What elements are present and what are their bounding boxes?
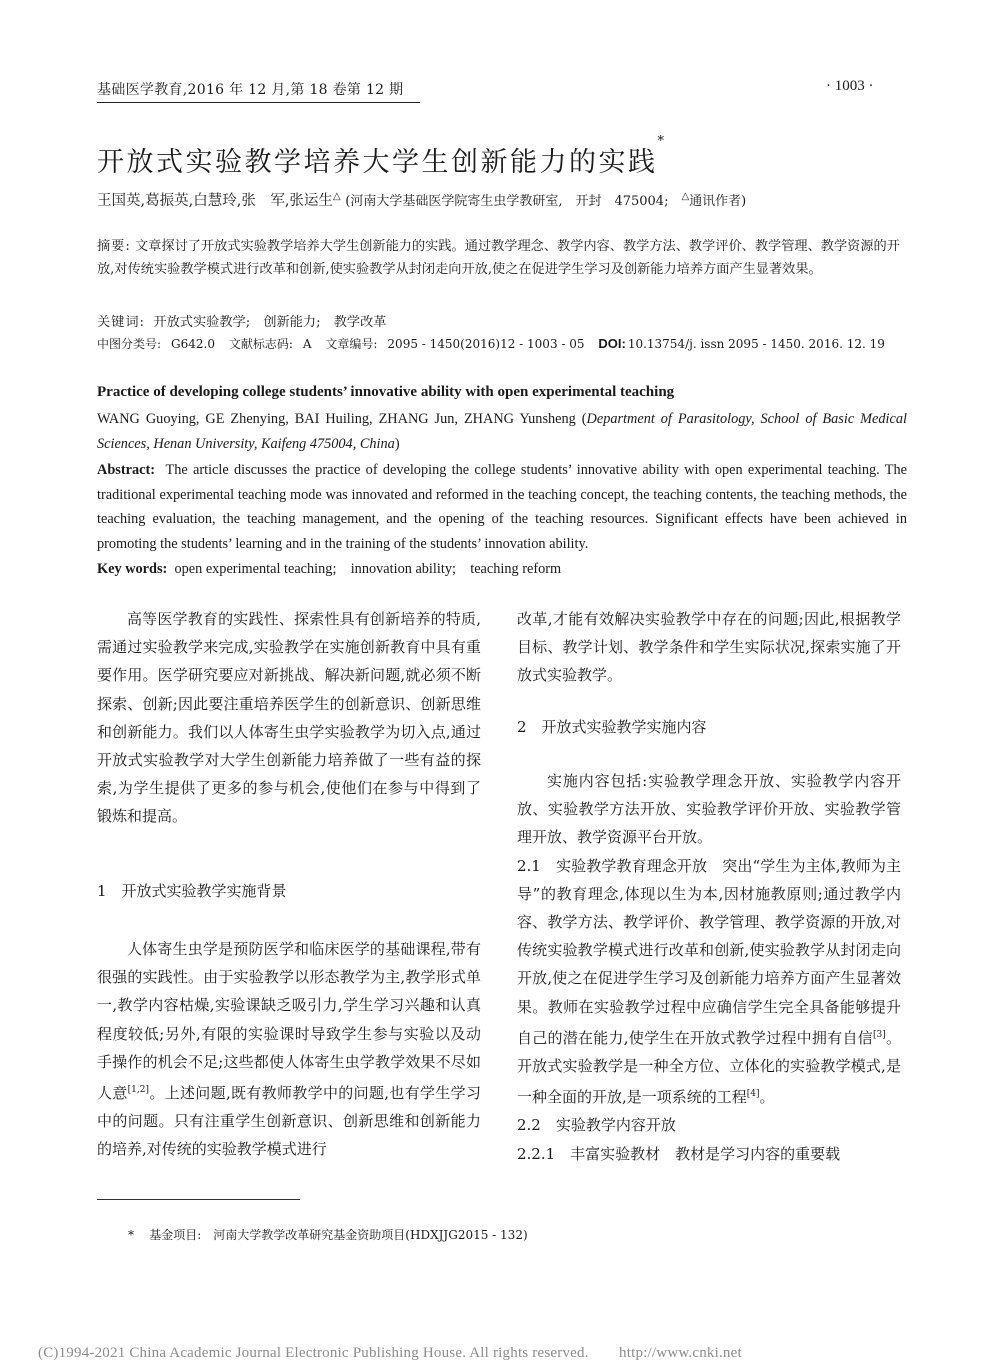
section-2-1-text-c: 。 [759, 1088, 775, 1107]
footnote-divider [97, 1199, 300, 1200]
doi-value: 10.13754/j. issn 2095 - 1450. 2016. 12. 19 [627, 337, 885, 351]
english-keywords [97, 557, 907, 582]
cn-keywords-text: 开放式实验教学; 创新能力; 教学改革 [153, 315, 387, 330]
section-2-1-paragraph [517, 852, 901, 1112]
english-keywords-label: Key words: [97, 561, 168, 577]
intro-paragraph: 高等医学教育的实践性、探索性具有创新培养的特质,需通过实验教学来完成,实验教学在实施创新教育中具有重要作用。医学研究要应对新挑战、解决新问题,就必须不断探索、创新;因此要注重培养医学生的创新意识、创新思维和创新能力。我们以人体寄生虫学实验教学为切入点,通过开放式实验教学对大学生创新能力培养做了一些有益的探索,为学生提供了更多的参与机会,使他们在参与中得到了锻炼和提高。 [97, 610, 481, 826]
continuation-paragraph: 改革,才能有效解决实验教学中存在的问题;因此,根据教学目标、教学计划、教学条件和学生实际状况,探索实施了开放式实验教学。 [517, 610, 901, 685]
copyright-notice: (C)1994-2021 China Academic Journal Electronic Publishing House. All rights reserved. http://www.cnki.net [38, 1345, 742, 1361]
doi-label: DOI: [598, 336, 626, 351]
section-1-heading: 1 开放式实验教学实施背景 [97, 882, 287, 900]
section-2-2-1-text: 教材是学习内容的重要载 [660, 1144, 841, 1163]
cn-abstract-label: 摘要: [97, 239, 131, 254]
citation-4: [4] [746, 1089, 760, 1100]
footnote [128, 1226, 528, 1243]
english-title: Practice of developing college students’ innovative ability with open experimental teaching [97, 384, 675, 400]
left-column-intro [97, 605, 481, 831]
section-1-text-b: 。上述问题,既有教师教学中的问题,也有学生学习中的问题。只有注重学生创新意识、创新思维和创新能力的培养,对传统的实验教学模式进行 [97, 1084, 481, 1159]
english-affiliation-close: ) [394, 435, 400, 452]
english-authors [97, 407, 907, 456]
article-title [97, 134, 664, 179]
section-2-1-text-a: 突出“学生为主体,教师为主导”的教育理念,体现以生为本,因材施教原则;通过教学内容、教学方法、教学评价、教学管理、教学资源的开放,对传统实验教学模式进行改革和创新,使实验教学从封闭走向开放,使之在促进学生学习及创新能力培养方面产生显著效果。教师在实验教学过程中应确信学生完全具备能够提升自己的潜在能力,使学生在开放式教学过程中拥有自信 [517, 856, 901, 1047]
cn-abstract-text: 文章探讨了开放式实验教学培养大学生创新能力的实践。通过教学理念、教学内容、教学方法、教学评价、教学管理、教学资源的开放,对传统实验教学模式进行改革和创新,使实验教学从封闭走向开放,使之在促进学生学习及创新能力培养方面产生显著效果。 [97, 239, 900, 277]
right-column-continuation [517, 605, 901, 690]
author-names: 王国英,葛振英,白慧玲,张 军,张运生 [97, 193, 333, 209]
english-keywords-text: open experimental teaching; innovation ability; teaching reform [174, 561, 562, 577]
classification-line [97, 335, 895, 352]
section-2-paragraph: 实施内容包括:实验教学理念开放、实验教学内容开放、实验教学方法开放、实验教学评价开放、实验教学管理开放、教学资源平台开放。 [517, 772, 901, 847]
footnote-mark: * [128, 1228, 134, 1242]
section-2-1-text-b: 。开放式实验教学是一种全方位、立体化的实验教学模式,是一种全面的开放,是一项系统的工程 [517, 1028, 901, 1107]
section-1-text-a: 人体寄生虫学是预防医学和临床医学的基础课程,带有很强的实践性。由于实验教学以形态教学为主,教学形式单一,教学内容枯燥,实验课缺乏吸引力,学生学习兴趣和认真程度较低;另外,有限的实验课时导致学生参与实验以及动手操作的机会不足;这些都使人体寄生虫学教学效果不尽如人意 [97, 940, 481, 1103]
doc-code-value: A [302, 337, 312, 351]
english-abstract [97, 458, 907, 556]
corresponding-note-mark: △ [681, 191, 690, 203]
section-2-heading: 2 开放式实验教学实施内容 [517, 718, 707, 736]
cn-keywords [97, 312, 907, 335]
english-abstract-label: Abstract: [97, 462, 155, 478]
section-2-2-heading: 2.2 实验教学内容开放 [517, 1116, 676, 1135]
cn-keywords-label: 关键词: [97, 315, 146, 330]
section-2-2-1-paragraph [517, 1140, 901, 1168]
title-footnote-mark: * [657, 134, 664, 149]
corresponding-note: 通讯作者) [689, 194, 747, 209]
footnote-text: 基金项目: 河南大学教学改革研究基金资助项目(HDXJJG2015 - 132) [149, 1228, 528, 1242]
clc-label: 中图分类号: [97, 337, 162, 351]
section-2-1-heading: 2.1 实验教学教育理念开放 [517, 856, 708, 875]
citation-1-2: [1,2] [127, 1085, 149, 1096]
left-column-section-1 [97, 935, 481, 1164]
section-2-2-1-heading: 2.2.1 丰富实验教材 [517, 1144, 661, 1163]
page-number: · 1003 · [826, 78, 874, 94]
section-1-paragraph [97, 935, 481, 1164]
author-line [97, 189, 917, 210]
article-no-value: 2095 - 1450(2016)12 - 1003 - 05 [387, 337, 585, 351]
english-abstract-text: The article discusses the practice of developing the college students’ innovative ability with open experimental teaching. The traditional experimental teaching mode was innovated and reformed in the teaching concept, the teaching contents, the teaching methods, the teaching evaluation, the teaching management, and the opening of the teaching resources. Significant effects have been achieved in promoting the students’ learning and in the training of the students’ innovation ability. [97, 462, 907, 552]
cn-abstract [97, 236, 907, 281]
clc-value: G642.0 [171, 337, 215, 351]
english-affiliation: Department of Parasitology, School of Basic Medical Sciences, Henan University, Kaifeng 475004, China [97, 411, 907, 452]
article-no-label: 文章编号: [325, 337, 378, 351]
english-author-names: WANG Guoying, GE Zhenying, BAI Huiling, ZHANG Jun, ZHANG Yunsheng ( [97, 411, 587, 427]
citation-3: [3] [872, 1029, 886, 1040]
author-affiliation: (河南大学基础医学院寄生虫学教研室, 开封 475004; [345, 194, 682, 209]
corresponding-mark: △ [332, 191, 341, 203]
right-column-section-2 [517, 767, 901, 1168]
title-text: 开放式实验教学培养大学生创新能力的实践 [97, 147, 658, 178]
journal-header: 基础医学教育,2016 年 12 月,第 18 卷第 12 期 [97, 79, 420, 103]
doc-code-label: 文献标志码: [228, 337, 293, 351]
